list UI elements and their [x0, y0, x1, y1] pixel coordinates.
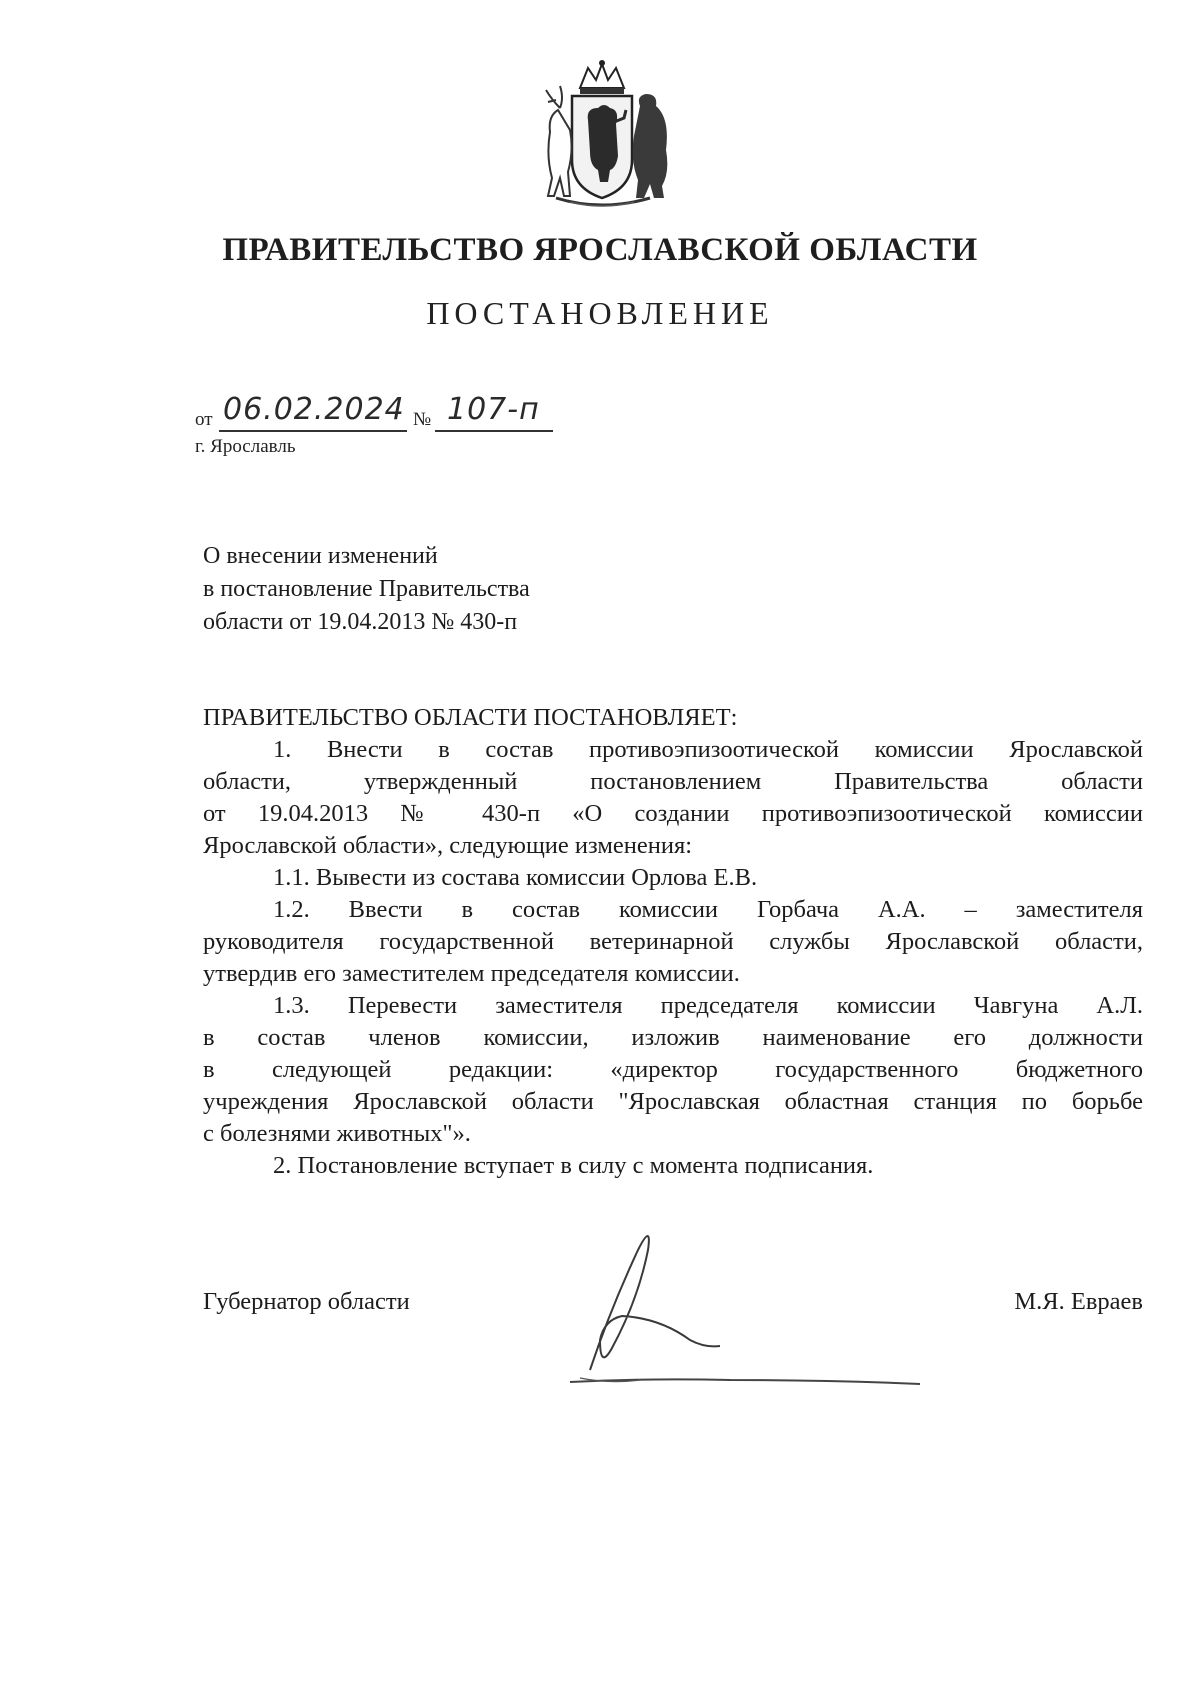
- body-line: в следующей редакции: «директор государственного бюджетного: [203, 1056, 1143, 1083]
- resolves-heading: ПРАВИТЕЛЬСТВО ОБЛАСТИ ПОСТАНОВЛЯЕТ:: [203, 704, 738, 731]
- number-underline: [435, 430, 553, 432]
- body-line: 2. Постановление вступает в силу с момента подписания.: [273, 1152, 874, 1179]
- handwritten-date: 06.02.2024: [223, 392, 405, 427]
- date-prefix: от: [195, 409, 213, 430]
- coat-of-arms-icon: [530, 60, 675, 210]
- signature-scribble: [530, 1220, 950, 1400]
- subject-line: области от 19.04.2013 № 430-п: [203, 609, 518, 635]
- body-line: с болезнями животных"».: [203, 1120, 471, 1147]
- body-line: 1. Внести в состав противоэпизоотической комиссии Ярославской: [273, 736, 1143, 763]
- city: г. Ярославль: [195, 436, 296, 457]
- subject-line: в постановление Правительства: [203, 576, 530, 602]
- document-type: ПОСТАНОВЛЕНИЕ: [426, 295, 774, 331]
- body-line: 1.3. Перевести заместителя председателя комиссии Чавгуна А.Л.: [273, 992, 1143, 1019]
- body-line: учреждения Ярославской области "Ярославская областная станция по борьбе: [203, 1088, 1143, 1115]
- signatory-name: М.Я. Евраев: [1014, 1288, 1143, 1315]
- body-line: руководителя государственной ветеринарной службы Ярославской области,: [203, 928, 1143, 955]
- handwritten-number: 107-п: [447, 392, 540, 427]
- body-line: 1.1. Вывести из состава комиссии Орлова Е.В.: [273, 864, 758, 891]
- date-number-line: [195, 392, 555, 434]
- body-line: от 19.04.2013 № 430-п «О создании противоэпизоотической комиссии: [203, 800, 1143, 827]
- number-prefix: №: [413, 409, 432, 430]
- date-underline: [219, 430, 407, 432]
- body-line: Ярославской области», следующие изменения:: [203, 832, 693, 859]
- signatory-role: Губернатор области: [203, 1288, 410, 1315]
- body-line: области, утвержденный постановлением Правительства области: [203, 768, 1143, 795]
- body-line: 1.2. Ввести в состав комиссии Горбача А.А. – заместителя: [273, 896, 1143, 923]
- subject-line: О внесении изменений: [203, 543, 438, 569]
- organization-title: ПРАВИТЕЛЬСТВО ЯРОСЛАВСКОЙ ОБЛАСТИ: [222, 232, 978, 268]
- document-subject: [203, 540, 530, 639]
- body-line: в состав членов комиссии, изложив наименование его должности: [203, 1024, 1143, 1051]
- body-line: утвердив его заместителем председателя комиссии.: [203, 960, 740, 987]
- document-body: [203, 702, 1143, 1182]
